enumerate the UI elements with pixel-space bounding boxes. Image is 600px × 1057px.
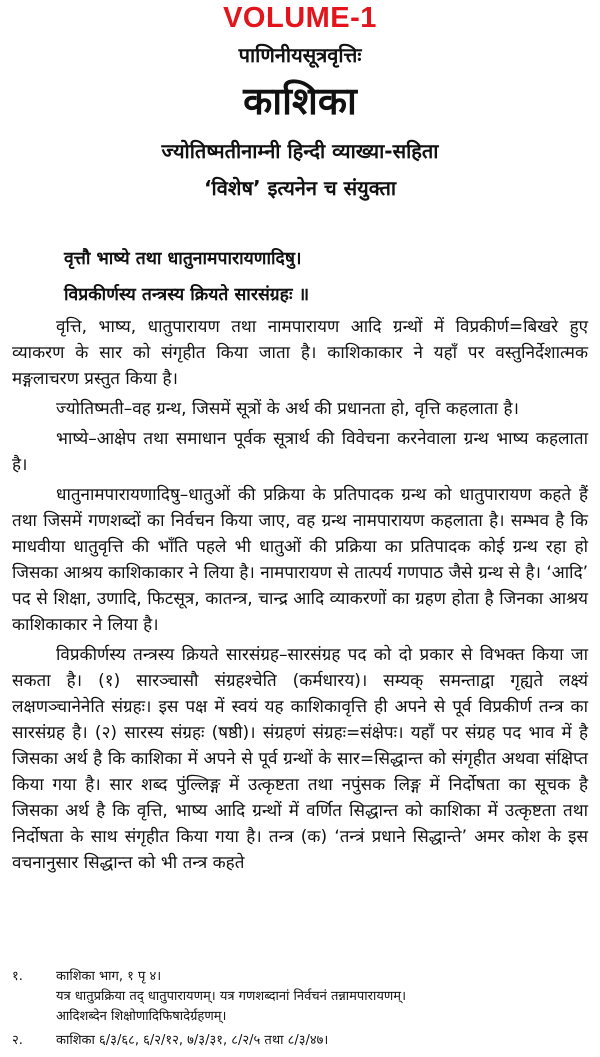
paragraph: धातुनामपारायणादिषु–धातुओं की प्रक्रिया के प्रतिपादक ग्रन्थ को धातुपारायण कहते हैं तथा जिसमें गणशब्दों का निर्वचन किया जाए, वह ग्रन्थ नामपारायण कहलाता है। सम्भव है कि माधवीया धातुवृत्ति की भाँति पहले भी धातुओं की प्रक्रिया का प्रतिपादक कोई ग्रन्थ रहा हो जिसका आश्रय काशिकाकार ने लिया है। नामपारायण से तात्पर्य गणपाठ जैसे ग्रन्थ से है। ‘आदि’ पद से शिक्षा, उणादि, फिटसूत्र, कातन्त्र, चान्द्र आदि व्याकरणों का ग्रहण होता है जिनका आश्रय काशिकाकार ने लिया है। [12,485,588,635]
paragraph: विप्रकीर्णस्य तन्त्रस्य क्रियते सारसंग्रह–सारसंग्रह पद को दो प्रकार से विभक्त किया जा सकता है। (१) सारञ्चासौ संग्रहश्चेति (कर्मधारय)। सम्यक् समन्ताद्वा गृह्यते लक्ष्यं लक्षणञ्चानेनेति संग्रहः। इस पक्ष में स्वयं यह काशिकावृत्ति ही अपने से पूर्व विप्रकीर्ण तन्त्र का सारसंग्रह है। (२) सारस्य संग्रहः (षष्ठी)। संग्रहणं संग्रहः=संक्षेपः। यहाँ पर संग्रह पद भाव में है जिसका अर्थ है कि काशिका में अपने से पूर्व ग्रन्थों के सार=सिद्धान्त को संगृहीत अथवा संक्षिप्त किया गया है। सार शब्द पुंल्लिङ्ग में उत्कृष्टता तथा नपुंसक लिङ्ग में निर्दोषता का सूचक है जिसका अर्थ है कि वृत्ति, भाष्य आदि ग्रन्थों में वर्णित सिद्धान्त को काशिका में उत्कृष्टता तथा निर्दोषता के साथ संगृहीत किया गया है। तन्त्र (क) ‘तन्त्रं प्रधाने सिद्धान्ते’ अमर कोश के इस वचनानुसार सिद्धान्त को भी तन्त्र कहते [12,645,588,873]
footnote-text [56,967,588,1027]
footnote-text [56,1031,588,1051]
verse-line-2: विप्रकीर्णस्य तन्त्रस्य क्रियते सारसंग्रहः ॥ [64,285,310,305]
footnotes [12,967,588,1051]
subtitle-vishesh: ‘विशेष’ इत्यनेन च संयुक्ता [203,176,397,200]
footnote-line: आदिशब्देन शिक्षोणादिफिषादेर्ग्रहणम्। [56,1009,227,1024]
footnote-number: १. [12,969,23,984]
page-title: काशिका [243,79,357,123]
commentary-body [12,314,588,880]
paragraph: वृत्ति, भाष्य, धातुपारायण तथा नामपारायण आदि ग्रन्थों में विप्रकीर्ण=बिखरे हुए व्याकरण के सार को संगृहीत किया जाता है। काशिकाकार ने यहाँ पर वस्तुनिर्देशात्मक मङ्गलाचरण प्रस्तुत किया है। [12,317,588,389]
verse-line-1: वृत्तौ भाष्ये तथा धातुनामपारायणादिषु। [64,249,302,269]
footnote-number: २. [12,1033,23,1048]
footnote-line: काशिका ६/३/६८, ६/२/१२, ७/३/३१, ८/२/५ तथा ८/३/४७। [56,1033,329,1048]
paragraph: ज्योतिष्मती–वह ग्रन्थ, जिसमें सूत्रों के अर्थ की प्रधानता हो, वृत्ति कहलाता है। [56,399,519,419]
paragraph: भाष्ये–आक्षेप तथा समाधान पूर्वक सूत्रार्थ की विवेचना करनेवाला ग्रन्थ भाष्य कहलाता है। [12,429,588,475]
footnote-line: काशिका भाग, १ पृ ४। [56,969,162,984]
subtitle-commentary: ज्योतिष्मतीनाम्नी हिन्दी व्याख्या-सहिता [161,139,439,163]
volume-label: VOLUME-1 [223,2,377,34]
footnote [12,1031,588,1051]
footnote-line: यत्र धातुप्रक्रिया तद् धातुपारायणम्। यत्र गणशब्दानां निर्वचनं तन्नामपारायणम्। [56,989,407,1004]
subtitle-panini: पाणिनीयसूत्रवृत्तिः [238,43,362,67]
footnote [12,967,588,1027]
